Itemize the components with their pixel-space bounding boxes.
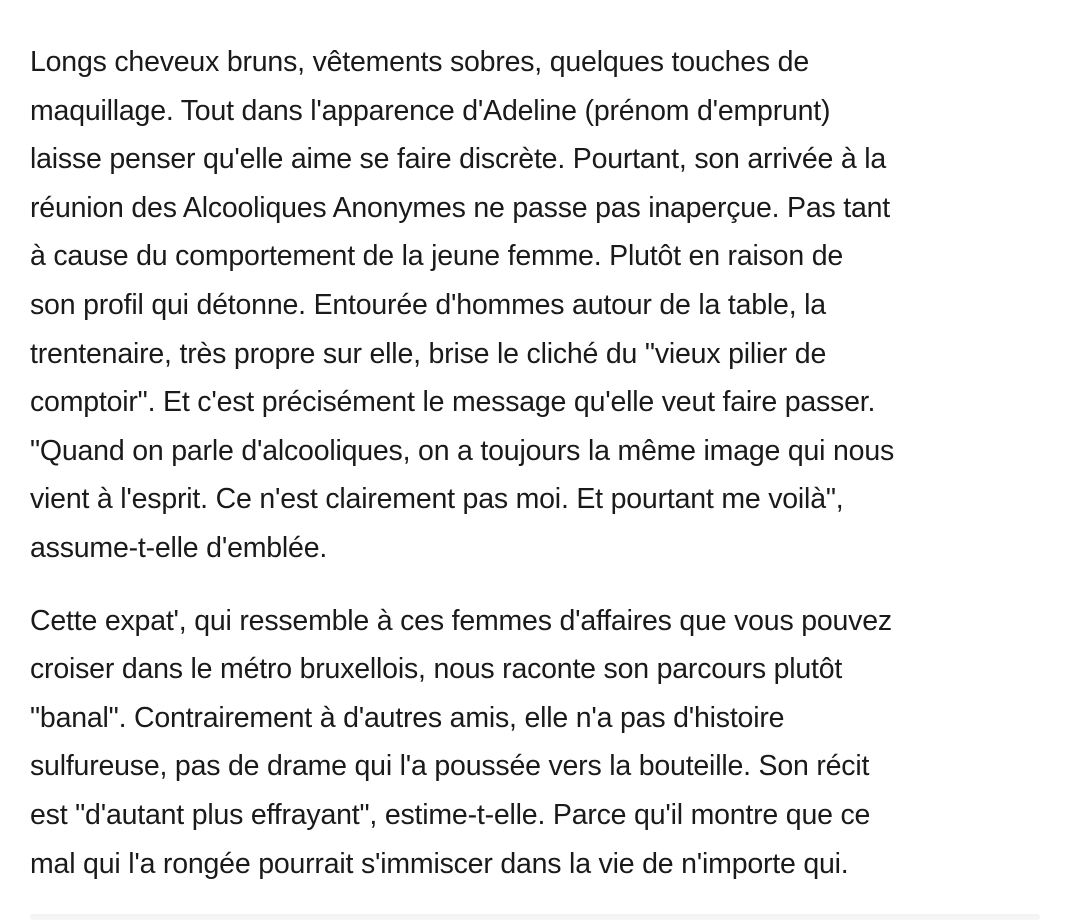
text-line: comptoir". Et c'est précisément le message qu'elle veut faire passer.	[30, 386, 876, 419]
text-line: réunion des Alcooliques Anonymes ne passe pas inaperçue. Pas tant	[30, 191, 890, 224]
text-line: croiser dans le métro bruxellois, nous raconte son parcours plutôt	[30, 653, 843, 686]
text-line: "banal". Contrairement à d'autres amis, elle n'a pas d'histoire	[30, 701, 785, 734]
text-line: son profil qui détonne. Entourée d'hommes autour de la table, la	[30, 288, 826, 321]
article-body	[30, 38, 1060, 888]
paragraph-1	[30, 38, 1060, 573]
text-line: sulfureuse, pas de drame qui l'a poussée vers la bouteille. Son récit	[30, 750, 870, 783]
bottom-divider	[30, 914, 1040, 920]
paragraph-2	[30, 597, 1060, 889]
text-line: maquillage. Tout dans l'apparence d'Adeline (prénom d'emprunt)	[30, 94, 831, 127]
text-line: assume-t-elle d'emblée.	[30, 531, 328, 564]
text-line: trentenaire, très propre sur elle, brise le cliché du "vieux pilier de	[30, 337, 827, 370]
text-line: vient à l'esprit. Ce n'est clairement pas moi. Et pourtant me voilà",	[30, 483, 844, 516]
text-line: Cette expat', qui ressemble à ces femmes d'affaires que vous pouvez	[30, 604, 892, 637]
text-line: est "d'autant plus effrayant", estime-t-elle. Parce qu'il montre que ce	[30, 798, 871, 831]
text-line: laisse penser qu'elle aime se faire discrète. Pourtant, son arrivée à la	[30, 143, 886, 176]
text-line: mal qui l'a rongée pourrait s'immiscer dans la vie de n'importe qui.	[30, 847, 849, 880]
text-line: Longs cheveux bruns, vêtements sobres, quelques touches de	[30, 46, 809, 78]
text-line: "Quand on parle d'alcooliques, on a toujours la même image qui nous	[30, 434, 895, 467]
text-line: à cause du comportement de la jeune femme. Plutôt en raison de	[30, 240, 844, 273]
